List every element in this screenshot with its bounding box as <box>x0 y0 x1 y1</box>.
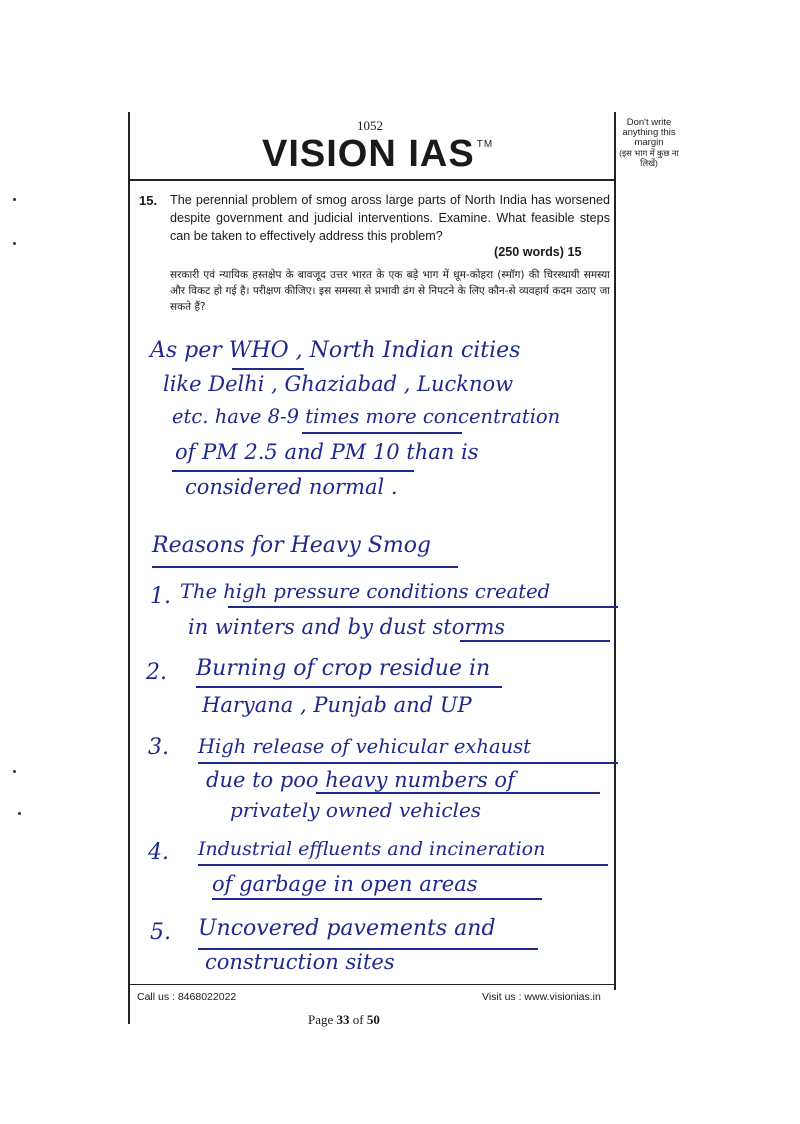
heading-underline <box>152 566 458 568</box>
scan-speck <box>13 198 16 201</box>
point-line: The high pressure conditions created <box>180 580 551 603</box>
underline <box>460 640 610 642</box>
point-line: Haryana , Punjab and UP <box>202 693 472 717</box>
point-line: Uncovered pavements and <box>198 916 496 941</box>
page-of: of <box>349 1012 367 1027</box>
question-text-en: The perennial problem of smog aross large parts of North India has worsened despite government and judicial interventions. Examine. What feasible steps can be taken to effectively address this problem? <box>170 193 610 243</box>
answer-line: like Delhi , Ghaziabad , Lucknow <box>163 372 514 396</box>
footer-visit: Visit us : www.visionias.in <box>482 991 601 1003</box>
underline <box>212 898 542 900</box>
page-code: 1052 <box>357 118 383 133</box>
point-number: 1. <box>150 584 171 609</box>
scan-speck <box>18 812 21 815</box>
margin-note-hi: (इस भाग में कुछ ना लिखें) <box>619 148 679 168</box>
underline <box>198 762 618 764</box>
answer-line: considered normal . <box>185 475 398 499</box>
page-current: 33 <box>336 1012 350 1027</box>
point-number: 4. <box>148 840 169 865</box>
underline <box>316 792 600 794</box>
footer-call: Call us : 8468022022 <box>137 991 237 1003</box>
point-line: due to poo heavy numbers of <box>206 768 515 792</box>
point-number: 5. <box>150 920 171 945</box>
page-prefix: Page <box>308 1012 337 1027</box>
margin-note-en: Don't write anything this margin <box>622 117 676 148</box>
underline <box>198 864 608 866</box>
answer-line: As per WHO , North Indian cities <box>150 338 521 363</box>
point-number: 3. <box>148 735 169 760</box>
scan-speck <box>13 242 16 245</box>
left-border <box>128 112 130 1024</box>
margin-note <box>618 118 680 168</box>
underline <box>232 368 304 370</box>
page-total: 50 <box>366 1012 380 1027</box>
underline <box>228 606 618 608</box>
footer-rule <box>128 984 616 985</box>
point-line: High release of vehicular exhaust <box>198 735 531 758</box>
question-number: 15. <box>139 193 158 208</box>
header-rule <box>128 179 616 181</box>
underline <box>196 686 502 688</box>
point-line: construction sites <box>205 950 395 974</box>
brand-title <box>262 133 493 176</box>
scan-speck <box>13 770 16 773</box>
point-number: 2. <box>146 660 167 685</box>
underline <box>302 432 462 434</box>
point-line: of garbage in open areas <box>212 872 478 896</box>
question-marks: (250 words) 15 <box>494 245 582 259</box>
trademark: TM <box>476 139 494 150</box>
answer-line: etc. have 8-9 times more concentration <box>172 405 561 428</box>
point-line: Burning of crop residue in <box>196 656 491 681</box>
question-text-hi: सरकारी एवं न्यायिक हस्तक्षेप के बावजूद उत्तर भारत के एक बड़े भाग में धूम-कोहरा (स्मॉग) की चिरस्थायी समस्या और विकट हो गई है। परीक्षण कीजिए। इस समस्या से प्रभावी ढंग से निपटने के लिए कौन-से व्यवहार्य कदम उठाए जा सकते हैं? <box>170 269 610 313</box>
point-line: in winters and by dust storms <box>188 615 506 639</box>
point-line: privately owned vehicles <box>230 798 482 822</box>
answer-line: of PM 2.5 and PM 10 than is <box>175 440 479 464</box>
underline <box>172 470 414 472</box>
brand-name: VISION IAS <box>262 133 475 175</box>
page-indicator <box>308 1012 380 1028</box>
right-border <box>614 112 616 990</box>
answer-heading: Reasons for Heavy Smog <box>152 533 432 558</box>
point-line: Industrial effluents and incineration <box>198 838 546 860</box>
